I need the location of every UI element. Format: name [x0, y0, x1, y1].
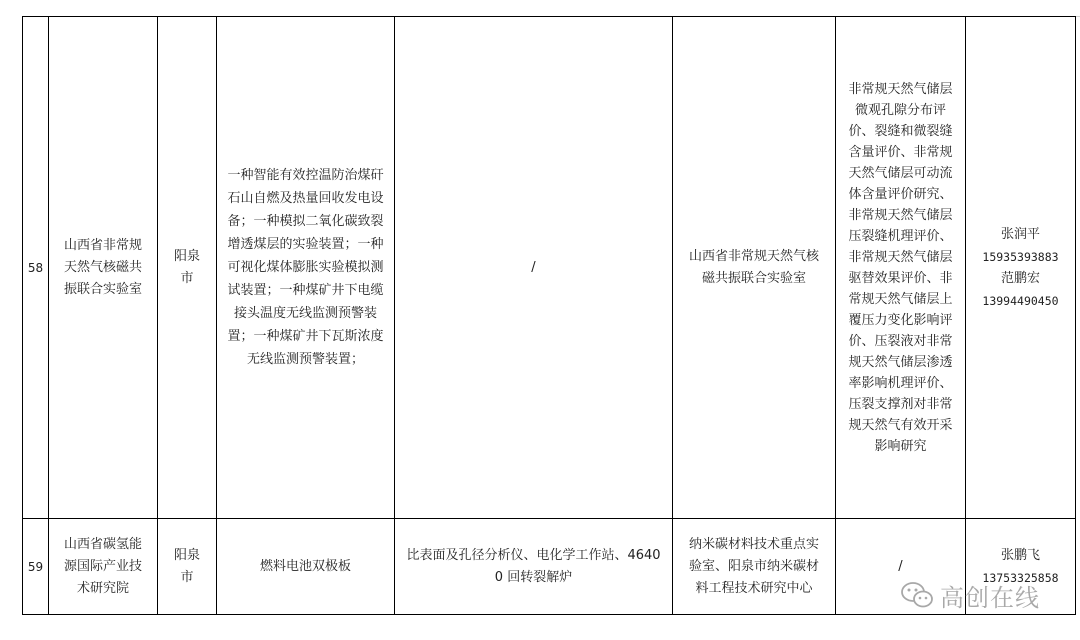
org-name: 山西省碳氢能源国际产业技术研究院: [49, 519, 158, 615]
previous-row-border: [22, 0, 1080, 17]
city: 阳泉市: [158, 519, 217, 615]
platform: 纳米碳材料技术重点实验室、阳泉市纳米碳材料工程技术研究中心: [673, 519, 836, 615]
wechat-icon: [900, 581, 934, 609]
service-scope: /: [836, 519, 966, 615]
lab-resource-table: [22, 16, 1076, 615]
contact-cell: [966, 17, 1076, 519]
row-number: 58: [23, 17, 49, 519]
patent-list: 燃料电池双极板: [217, 519, 395, 615]
row-number: 59: [23, 519, 49, 615]
equipment: /: [395, 17, 673, 519]
org-name: 山西省非常规天然气核磁共振联合实验室: [49, 17, 158, 519]
contact-name: 范鹏宏: [1000, 270, 1040, 286]
contact-phone: 13994490450: [982, 293, 1059, 308]
contact-name: 张润平: [1000, 226, 1040, 242]
city: 阳泉市: [158, 17, 217, 519]
platform: 山西省非常规天然气核磁共振联合实验室: [673, 17, 836, 519]
contact-name: 张鹏飞: [1000, 547, 1040, 563]
contact-phone: 15935393883: [982, 249, 1059, 264]
equipment: 比表面及孔径分析仪、电化学工作站、46400 回转裂解炉: [395, 519, 673, 615]
watermark: [900, 578, 1040, 612]
patent-list: 一种智能有效控温防治煤矸石山自燃及热量回收发电设备；一种模拟二氧化碳致裂增透煤层的实验装置；一种可视化煤体膨胀实验模拟测试装置；一种煤矿井下电缆接头温度无线监测预警装置；一种煤矿井下瓦斯浓度无线监测预警装置；: [217, 17, 395, 519]
watermark-text: 高创在线: [940, 583, 1040, 612]
table-row: [23, 17, 1076, 519]
contact-phone: 13753325858: [982, 570, 1059, 585]
service-scope: 非常规天然气储层微观孔隙分布评价、裂缝和微裂缝含量评价、非常规天然气储层可动流体含量评价研究、非常规天然气储层压裂缝机理评价、非常规天然气储层驱替效果评价、非常规天然气储层上覆压力变化影响评价、压裂液对非常规天然气储层渗透率影响机理评价、压裂支撑剂对非常规天然气有效开采影响研究: [836, 17, 966, 519]
